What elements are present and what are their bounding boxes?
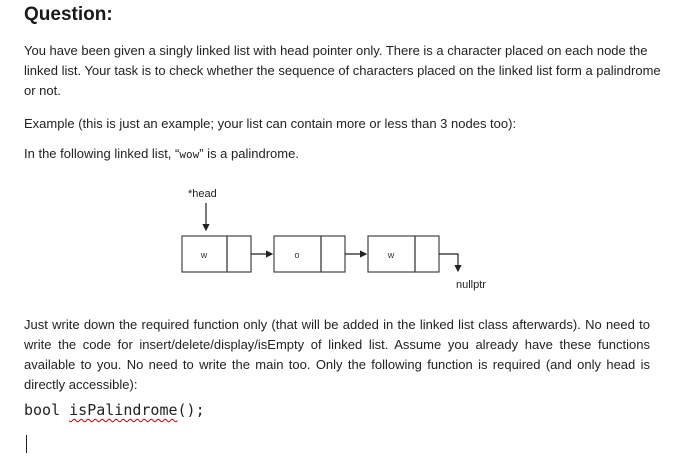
- head-label: *head: [188, 188, 217, 200]
- node-1-value: w: [200, 250, 208, 260]
- return-type: bool: [24, 401, 70, 419]
- node-3-value: w: [387, 250, 395, 260]
- list-node-3: [368, 236, 439, 272]
- function-params: ();: [177, 401, 205, 419]
- instructions-paragraph: Just write down the required function only (that will be added in the linked list class afterwards). No need to write the code for insert/delete/display/isEmpty of linked list. Assume you already have these functions available to you. No need to write the main too. Only the following function is required (and only head is directly accessible):: [24, 317, 650, 392]
- palindrome-suffix: ” is a palindrome.: [199, 146, 299, 161]
- question-heading: Question:: [24, 4, 113, 25]
- problem-description: You have been given a singly linked list with head pointer only. There is a character placed on each node the linked list. Your task is to check whether the sequence of characters placed on the linked list form a palindrome or not.: [24, 43, 661, 98]
- example-note: Example (this is just an example; your list can contain more or less than 3 nodes too):: [24, 116, 517, 131]
- node-1-next-cell: [227, 236, 251, 272]
- null-pointer-arrow: [439, 254, 458, 271]
- function-signature: [24, 401, 205, 419]
- node-2-value: o: [294, 250, 300, 260]
- function-name: isPalindrome: [69, 401, 178, 419]
- palindrome-word: wow: [179, 148, 200, 161]
- palindrome-prefix: In the following linked list, “: [24, 146, 180, 161]
- list-node-1: [182, 236, 251, 272]
- node-3-next-cell: [415, 236, 439, 272]
- node-2-next-cell: [321, 236, 345, 272]
- list-node-2: [274, 236, 345, 272]
- nullptr-label: nullptr: [456, 279, 486, 291]
- text-cursor: [26, 435, 27, 453]
